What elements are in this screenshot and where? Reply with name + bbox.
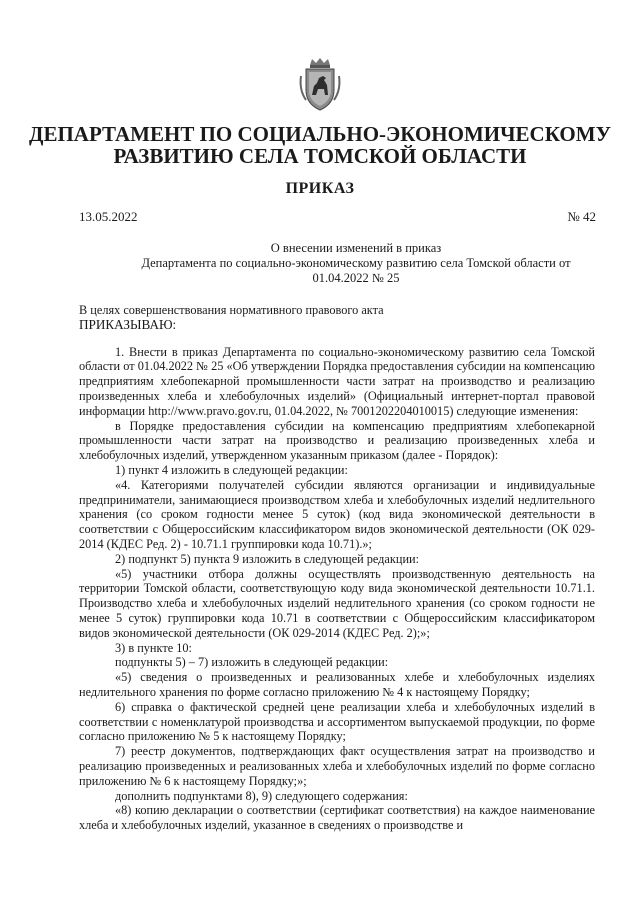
paragraph-7: 3) в пункте 10: (115, 640, 192, 655)
paragraph-10: 6) справка о фактической средней цене реализации хлеба и хлебобулочных изделий в соответствии с номенклатурой производства и ассортиментом выпускаемой продукции, по форме согласно приложению № 5 к настоящему Порядку; (79, 699, 595, 744)
paragraph-6: «5) участники отбора должны осуществлять производственную деятельность на территории Томской области, соответствующую коду вида экономической деятельности 10.71.1. Производство хлеба и хлебобулочных изделий недлительного хранения (со сроком годности не менее 5 суток) группировки кода 10.71 в соответствии с Общероссийским классификатором видов экономической деятельности (ОК 029-2014 (КДЕС Ред. 2);»; (79, 566, 595, 640)
paragraph-12: дополнить подпунктами 8), 9) следующего содержания: (115, 788, 408, 803)
paragraph-13: «8) копию декларации о соответствии (сертификат соответствия) на каждое наименование хлеба и хлебобулочных изделий, указанное в сведениях о производстве и (79, 803, 595, 833)
document-type: ПРИКАЗ (285, 180, 355, 197)
document-body (79, 303, 595, 833)
org-line-2: РАЗВИТИЮ СЕЛА ТОМСКОЙ ОБЛАСТИ (113, 144, 527, 168)
document-subject (118, 241, 594, 286)
tomsk-region-coat-of-arms-icon (297, 56, 343, 112)
spacer (79, 333, 595, 345)
paragraph-3: 1) пункт 4 изложить в следующей редакции: (115, 462, 348, 477)
subject-line-2: Департамента по социально-экономическому развитию села Томской области от (141, 256, 571, 270)
subject-line-3: 01.04.2022 № 25 (312, 271, 400, 285)
paragraph-11: 7) реестр документов, подтверждающих факт осуществления затрат на производство и реализацию произведенных и реализованных хлеба и хлебобулочных изделий по форме согласно приложению № 6 к настоящему Порядку;»; (79, 744, 595, 788)
paragraph-2: в Порядке предоставления субсидии на компенсацию предприятиям хлебопекарной промышленности части затрат на производство и реализацию произведенных хлеба и хлебобулочных изделий, утвержденном указанным приказом (далее - Порядок): (79, 418, 595, 463)
subject-line-1: О внесении изменений в приказ (270, 241, 442, 255)
paragraph-8: подпункты 5) – 7) изложить в следующей редакции: (115, 655, 389, 670)
preamble: В целях совершенствования нормативного правового акта (79, 303, 384, 317)
paragraph-9: «5) сведения о произведенных и реализованных хлебе и хлебобулочных изделиях недлительного хранения по форме согласно приложению № 4 к настоящему Порядку; (79, 670, 595, 699)
paragraph-1: 1. Внести в приказ Департамента по социально-экономическому развитию села Томской области от 01.04.2022 № 25 «Об утверждении Порядка предоставления субсидии на компенсацию предприятиям хлебопекарной промышленности части затрат на производство и реализацию произведенных хлеба и хлебобулочных изделий» (Официальный интернет-портал правовой информации http://www.pravo.gov.ru, 01.04.2022, № 7001202204010015) следующие изменения: (79, 344, 595, 418)
document-date: 13.05.2022 (79, 209, 138, 224)
organization-name (0, 123, 640, 167)
paragraph-5: 2) подпункт 5) пункта 9 изложить в следующей редакции: (115, 551, 420, 566)
paragraph-4: «4. Категориями получателей субсидии являются организации и индивидуальные предприниматели, занимающиеся производством хлеба и хлебобулочных изделий недлительного хранения (со сроком годности менее 5 суток) (код вида экономической деятельности в соответствии с Общероссийским классификатором видов экономической деятельности (ОК 029-2014 (КДЕС Ред. 2) - 10.71.1 группировки кода 10.71).»; (79, 477, 595, 551)
org-line-1: ДЕПАРТАМЕНТ ПО СОЦИАЛЬНО-ЭКОНОМИЧЕСКОМУ (29, 122, 611, 146)
document-number: № 42 (567, 209, 596, 224)
order-word: ПРИКАЗЫВАЮ: (79, 316, 177, 332)
